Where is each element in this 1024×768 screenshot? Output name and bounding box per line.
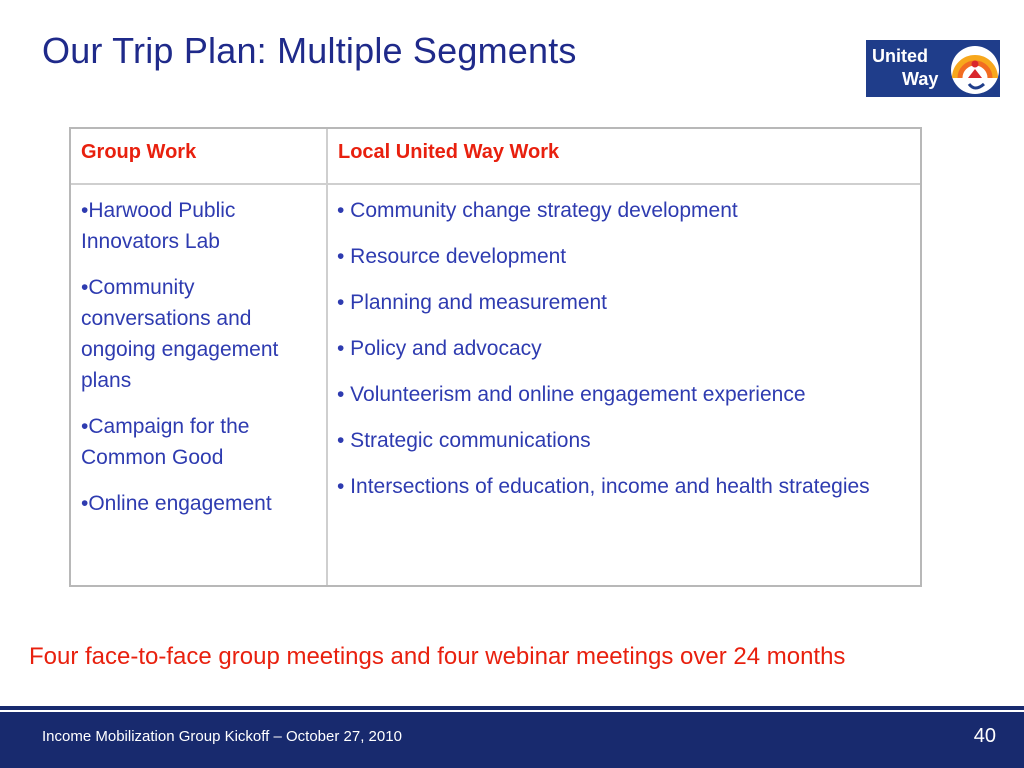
united-way-logo: [866, 40, 1000, 97]
local-work-item: • Volunteerism and online engagement experience: [337, 383, 806, 406]
header-local-work: Local United Way Work: [338, 141, 560, 163]
local-work-item: • Resource development: [337, 245, 567, 268]
group-work-item: •Online engagement: [81, 492, 272, 515]
footer-text: Income Mobilization Group Kickoff – October 27, 2010: [42, 728, 402, 745]
local-work-item: • Policy and advocacy: [337, 337, 542, 360]
meetings-note: Four face-to-face group meetings and four webinar meetings over 24 months: [29, 643, 846, 670]
footer-bar: [0, 712, 1024, 768]
logo-line2: Way: [902, 69, 939, 89]
page-number: 40: [973, 725, 996, 747]
local-work-item: • Intersections of education, income and health strategies: [337, 475, 870, 498]
registered-mark: ®: [993, 89, 999, 96]
group-work-item: •Harwood Public Innovators Lab: [81, 199, 236, 253]
slide-title: Our Trip Plan: Multiple Segments: [42, 30, 577, 71]
group-work-cell: [81, 195, 321, 534]
local-work-item: • Planning and measurement: [337, 291, 608, 314]
group-work-item: •Community conversations and ongoing engagement plans: [81, 276, 279, 392]
header-group-work: Group Work: [81, 141, 197, 163]
rainbow-hand-icon: [951, 46, 999, 94]
plan-table: [69, 127, 922, 587]
local-work-item: • Strategic communications: [337, 429, 591, 452]
logo-line1: United: [872, 46, 928, 66]
group-work-item: •Campaign for the Common Good: [81, 415, 250, 469]
local-work-item: • Community change strategy development: [337, 199, 738, 222]
local-work-cell: [337, 195, 917, 517]
